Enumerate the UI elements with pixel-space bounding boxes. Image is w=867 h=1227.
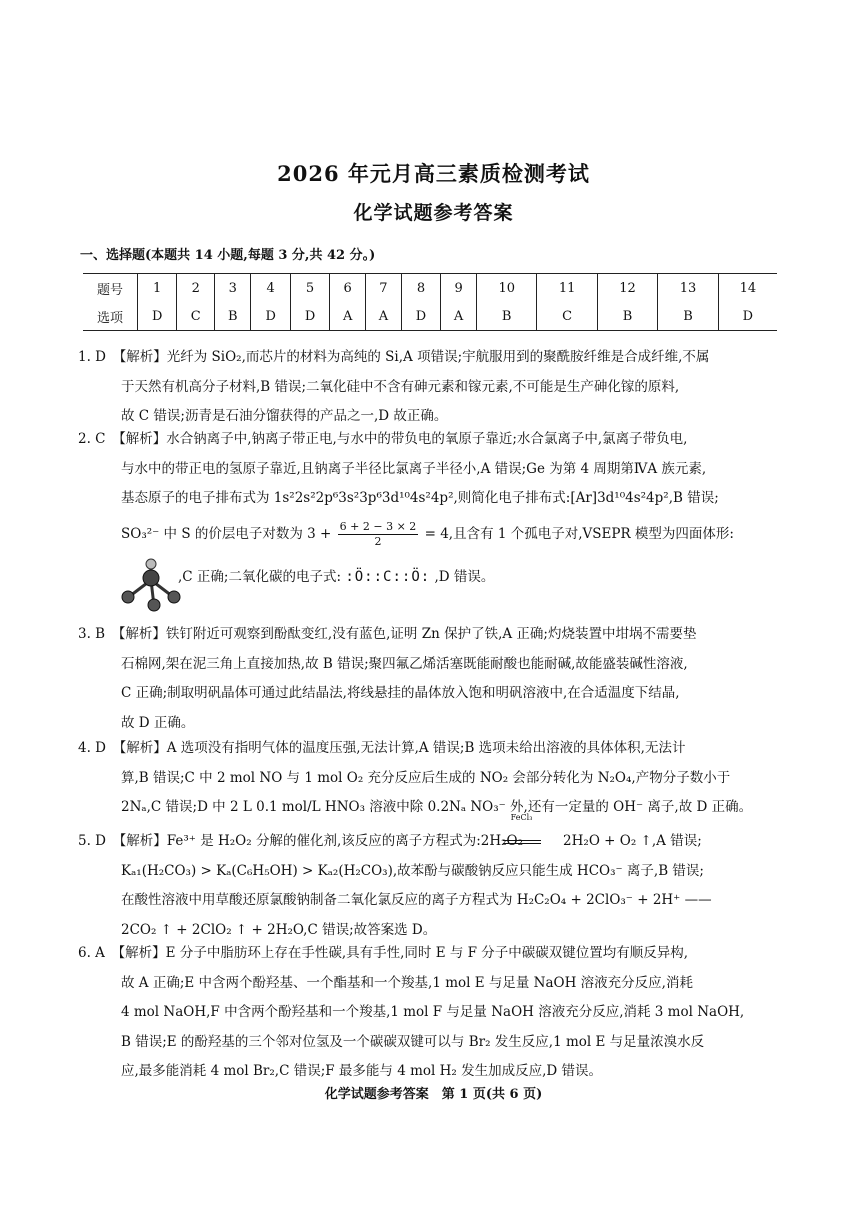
question-number-cell: 13 (658, 274, 718, 303)
question-number-cell: 1 (138, 274, 177, 303)
question-2 (78, 425, 790, 600)
answer-number: 3. B (78, 626, 106, 642)
question-5 (78, 813, 790, 945)
explanation-line: 基态原子的电子排布式为 1s²2s²2p⁶3s²3p⁶3d¹⁰4s²4p²,则简化电子排布式:[Ar]3d¹⁰4s²4p²,B 错误; (121, 490, 719, 506)
explanation-line: 【解析】光纤为 SiO₂,而芯片的材料为高纯的 Si,A 项错误;宇航服用到的聚酰胺纤维是合成纤维,不属 (119, 349, 710, 365)
answer-option-cell: D (138, 302, 177, 331)
answer-number: 1. D (78, 349, 106, 365)
co2-suffix: ,D 错误。 (434, 568, 495, 585)
explanation-line: 石棉网,架在泥三角上直接加热,故 B 错误;聚四氟乙烯活塞既能耐酸也能耐碱,故能盛装碱性溶液, (121, 655, 688, 672)
explanation-line: 2Nₐ,C 错误;D 中 2 L 0.1 mol/L HNO₃ 溶液中除 0.2Nₐ NO₃⁻ 外,还有一定量的 OH⁻ 离子,故 D 正确。 (121, 799, 753, 815)
tetrahedral-molecule-icon (120, 558, 182, 612)
question-number-cell: 11 (537, 274, 597, 303)
row-label-number: 题号 (83, 274, 138, 303)
question-3 (78, 620, 790, 738)
question-number-cell: 2 (177, 274, 215, 303)
explanation-line: 【解析】铁钉附近可观察到酚酞变红,没有蓝色,证明 Zn 保护了铁,A 正确;灼烧装置中坩埚不需要垫 (118, 626, 697, 642)
question-number-cell: 4 (251, 274, 290, 303)
page-footer: 化学试题参考答案 第 1 页(共 6 页) (324, 1087, 543, 1102)
co2-prefix: ,C 正确;二氧化碳的电子式: (178, 568, 342, 585)
page-title: 2026 年元月高三素质检测考试 (277, 161, 590, 186)
answer-number: 4. D (78, 740, 106, 756)
answer-number: 5. D (78, 833, 106, 849)
valence-fraction (338, 520, 419, 549)
question-1 (78, 343, 790, 432)
explanation-line: 故 A 正确;E 中含两个酚羟基、一个酯基和一个羧基,1 mol E 与足量 NaOH 溶液充分反应,消耗 (121, 974, 693, 991)
equals-arrow-icon (503, 840, 541, 844)
explanation-line: C 正确;制取明矾晶体可通过此结晶法,将线悬挂的晶体放入饱和明矾溶液中,在合适温度下结晶, (121, 685, 680, 701)
question-number-cell: 10 (477, 274, 537, 303)
answer-option-cell: C (177, 302, 215, 331)
explanation-line: 与水中的带正电的氢原子靠近,且钠离子半径比氯离子半径小,A 错误;Ge 为第 4 周期第ⅣA 族元素, (121, 460, 707, 477)
explanation-line: 【解析】水合钠离子中,钠离子带正电,与水中的带负电的氧原子靠近;水合氯离子中,氯离子带负电, (119, 431, 688, 447)
explanation-line: 2CO₂ ↑ + 2ClO₂ ↑ + 2H₂O,C 错误;故答案选 D。 (121, 921, 437, 938)
answer-option-cell: A (330, 302, 366, 331)
fraction-numerator: 6 + 2 − 3 × 2 (339, 519, 417, 533)
explanation-line: B 错误;E 的酚羟基的三个邻对位氢及一个碳碳双键可以与 Br₂ 发生反应,1 mol E 与足量浓溴水反 (121, 1033, 705, 1050)
catalyst-arrow (510, 813, 563, 857)
explanation-line: 【解析】A 选项没有指明气体的温度压强,无法计算,A 错误;B 选项未给出溶液的具体体积,无法计 (119, 740, 686, 756)
answer-table-option-row (83, 302, 777, 331)
explanation-line-fraction (78, 514, 790, 554)
explanation-line: 【解析】E 分子中脂肪环上存在手性碳,具有手性,同时 E 与 F 分子中碳碳双键位置均有顺反异构, (118, 945, 689, 961)
page-subtitle: 化学试题参考答案 (353, 202, 514, 224)
explanation-line: 故 C 错误;沥青是石油分馏获得的产品之一,D 故正确。 (121, 408, 448, 424)
fraction-suffix: = 4,且含有 1 个孤电子对,VSEPR 模型为四面体形: (424, 525, 734, 542)
answer-option-cell: B (477, 302, 537, 331)
section-heading: 一、选择题(本题共 14 小题,每题 3 分,共 42 分。) (80, 248, 376, 263)
question-number-cell: 9 (441, 274, 477, 303)
catalyst-label: FeCl₃ (510, 813, 533, 822)
explanation-line: 2H₂O + O₂ ↑,A 错误; (563, 833, 702, 849)
question-number-cell: 8 (401, 274, 440, 303)
answer-option-cell: D (401, 302, 440, 331)
question-number-cell: 5 (290, 274, 329, 303)
answer-option-cell: A (441, 302, 477, 331)
question-number-cell: 3 (215, 274, 251, 303)
answer-table-number-row (83, 274, 777, 303)
explanation-line: 应,最多能消耗 4 mol Br₂,C 错误;F 最多能与 4 mol H₂ 发生加成反应,D 错误。 (121, 1063, 602, 1079)
answer-option-cell: A (366, 302, 402, 331)
answer-option-cell: D (251, 302, 290, 331)
explanation-line: 在酸性溶液中用草酸还原氯酸钠制备二氧化氯反应的离子方程式为 H₂C₂O₄ + 2ClO₃⁻ + 2H⁺ —— (121, 892, 712, 908)
explanation-line: 故 D 正确。 (121, 714, 195, 731)
question-6 (78, 939, 790, 1087)
answer-option-cell: C (537, 302, 597, 331)
question-number-cell: 14 (718, 274, 777, 303)
explanation-line: 算,B 错误;C 中 2 mol NO 与 1 mol O₂ 充分反应后生成的 NO₂ 会部分转化为 N₂O₄,产物分子数小于 (121, 769, 731, 786)
explanation-line: 【解析】Fe³⁺ 是 H₂O₂ 分解的催化剂,该反应的离子方程式为:2H₂O₂ (119, 833, 524, 849)
question-4 (78, 734, 790, 823)
explanation-line: 于天然有机高分子材料,B 错误;二氧化硅中不含有砷元素和镓元素,不可能是生产砷化镓的原料, (121, 378, 680, 395)
explanation-line: 4 mol NaOH,F 中含两个酚羟基和一个羧基,1 mol F 与足量 NaOH 溶液充分反应,消耗 3 mol NaOH, (121, 1004, 745, 1020)
fraction-denominator: 2 (374, 534, 382, 548)
fraction-prefix: SO₃²⁻ 中 S 的价层电子对数为 3 + (121, 525, 332, 542)
answer-number: 6. A (78, 945, 105, 961)
answer-option-cell: B (215, 302, 251, 331)
explanation-line-co2 (78, 554, 790, 600)
question-number-cell: 12 (597, 274, 657, 303)
question-number-cell: 7 (366, 274, 402, 303)
answer-option-cell: B (597, 302, 657, 331)
answer-table (83, 273, 777, 331)
question-number-cell: 6 (330, 274, 366, 303)
answer-option-cell: D (290, 302, 329, 331)
row-label-option: 选项 (83, 302, 138, 331)
co2-electron-formula: :Ö::C::Ö: (345, 568, 431, 585)
answer-number: 2. C (78, 431, 106, 447)
explanation-line: Kₐ₁(H₂CO₃) > Kₐ(C₆H₅OH) > Kₐ₂(H₂CO₃),故苯酚与碳酸钠反应只能生成 HCO₃⁻ 离子,B 错误; (121, 862, 704, 879)
answer-option-cell: B (658, 302, 718, 331)
answer-option-cell: D (718, 302, 777, 331)
